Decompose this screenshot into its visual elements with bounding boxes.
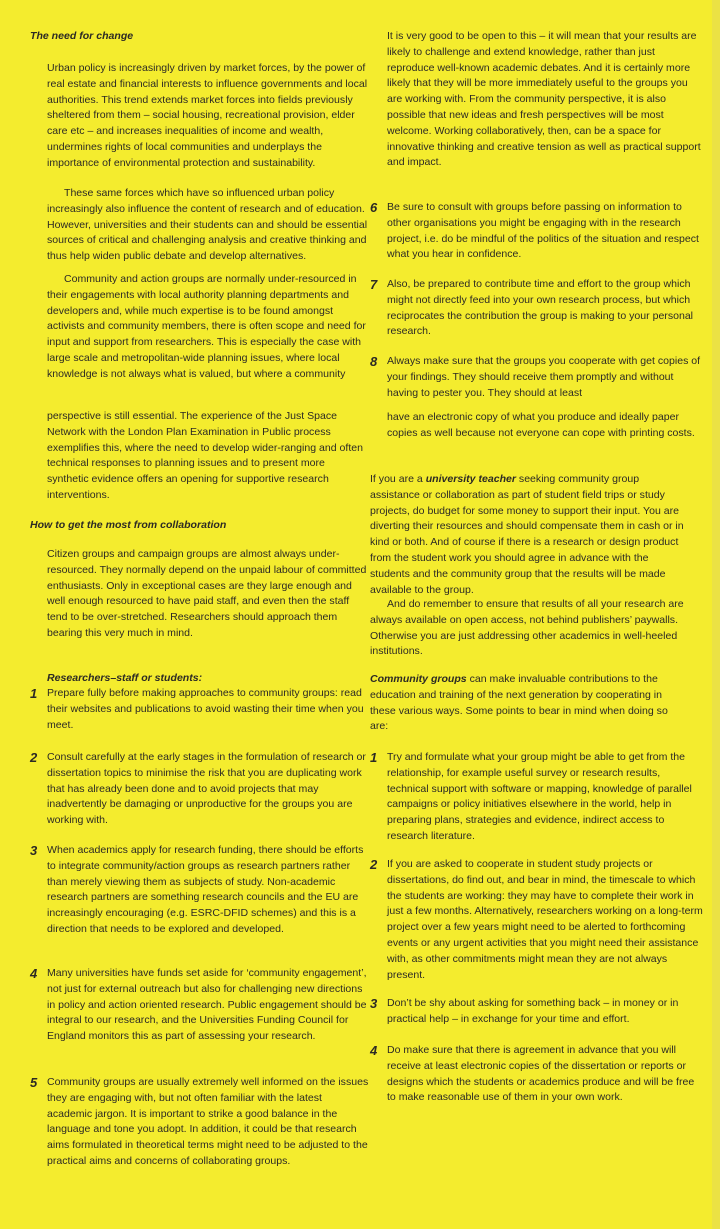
point-number: 7 — [370, 277, 378, 292]
need-paragraph-2: These same forces which have so influenced urban policy increasingly also influence the content of research and of education. However, universities and their students can and should be essential sources of critical and challenging analysis and creative thinking and thus help widen public debate and develop alternatives. — [47, 187, 368, 263]
point-text: Prepare fully before making approaches to community groups: read their websites and publications to avoid wasting their time when you meet. — [47, 687, 364, 731]
point-text: If you are asked to cooperate in student study projects or dissertations, do find out, and bear in mind, the timescale to which the students are working: they may have to complete their work in just a few months. Alternatively, researchers working on a long-term project over a few years might need to be alerted to forthcoming events or any urgent activities that you might need their assistance with, as other commitments might mean they are not always present. — [387, 858, 703, 981]
researcher-point-4 — [30, 966, 369, 1045]
researcher-point-1 — [30, 686, 369, 733]
collaboration-heading: How to get the most from collaboration — [30, 519, 227, 531]
community-point-1 — [370, 750, 703, 845]
point-text: Consult carefully at the early stages in the formulation of research or dissertation topics to minimise the risk that you are duplicating work that has already been done and to avoid projects that may inadvertently be damaging or unproductive for the groups you are working with. — [47, 751, 366, 827]
researcher-point-3 — [30, 843, 369, 938]
university-teacher-paragraph — [370, 472, 686, 598]
community-point-4 — [370, 1043, 703, 1106]
researcher-point-6 — [370, 200, 703, 263]
open-access-paragraph: And do remember to ensure that results of all your research are always available on open access, not behind publishers’ paywalls. Otherwise you are just addressing other academics in well-heeled institutions. — [370, 598, 684, 658]
teacher-lead: If you are a — [370, 473, 426, 485]
point-5-continued: It is very good to be open to this – it will mean that your results are likely to challenge and extend knowledge, rather than just reproduce well-known academic debates. And it is certainly more likely that they will be more immediately useful to the groups you are working with. From the community perspective, it is also possible that new ideas and fresh perspectives will be most welcome. Working collaboratively, then, can be a space for innovative thinking and creative tension as well as practical support and impact. — [387, 30, 701, 169]
community-groups-paragraph — [370, 672, 686, 735]
community-point-3 — [370, 996, 703, 1028]
need-paragraph-3-continued: perspective is still essential. The experience of the Just Space Network with the London Plan Examination in Public process exemplifies this, where the need to develop wider-ranging and often technical responses to planning issues and to present more synthetic evidence offers an opening for supportive research interventions. — [47, 410, 364, 501]
researchers-heading: Researchers–staff or students: — [47, 672, 203, 684]
point-text: Do make sure that there is agreement in advance that you will receive at least electronic copies of the dissertation or reports or designs which the students or academics produce and will be free to make reasonable use of them in your own work. — [387, 1044, 695, 1104]
need-paragraph-1: Urban policy is increasingly driven by market forces, by the power of real estate and financial interests to influence governments and local authorities. This trend extends market forces into fields previously sheltered from them – social housing, recreational provision, elder care etc – and increases inequalities of income and wealth, undermines rights of local communities and underplays the importance of environmental protection and sustainability. — [47, 62, 368, 169]
page-edge — [712, 0, 720, 1229]
researcher-point-7 — [370, 277, 703, 340]
point-text: Be sure to consult with groups before passing on information to other organisations you might be engaging with in the research project, i.e. do be mindful of the politics of the situation and respect what you hear in confidence. — [387, 201, 699, 261]
point-text: When academics apply for research funding, there should be efforts to integrate community/action groups as research partners rather than merely viewing them as subjects of study. Non-academic research partners are something research councils and the EU are increasingly encouraging (e.g. ESRC-DFID schemes) and this is a direction that needs to be explored and developed. — [47, 844, 364, 935]
point-number: 3 — [370, 996, 378, 1011]
point-number: 2 — [370, 857, 378, 872]
point-text: Don’t be shy about asking for something back – in money or in practical help – in exchange for your time and effort. — [387, 997, 679, 1025]
collaboration-paragraph: Citizen groups and campaign groups are almost always under-resourced. They normally depend on the unpaid labour of committed enthusiasts. Only in exceptional cases are they large enough and well enough resourced to have paid staff, and even then the staff tend to be over-stretched. Researchers should approach them bearing this very much in mind. — [47, 548, 367, 639]
point-text: Always make sure that the groups you cooperate with get copies of your findings. They should receive them promptly and without having to pester you. They should at least — [387, 355, 701, 399]
point-8-continued: have an electronic copy of what you produce and ideally paper copies as well because not everyone can cope with printing costs. — [387, 411, 695, 439]
university-teacher-highlight: university teacher — [425, 473, 516, 485]
point-number: 4 — [370, 1043, 378, 1058]
researcher-point-5 — [30, 1075, 369, 1170]
point-number: 2 — [30, 750, 38, 765]
point-number: 1 — [30, 686, 38, 701]
point-text: Community groups are usually extremely well informed on the issues they are engaging with, but not often familiar with the latest academic jargon. It is important to strike a good balance in the language and tone you adopt. In addition, it could be that research aims formulated in theoretical terms might need to be adjusted to the practical aims and concerns of collaborating groups. — [47, 1076, 369, 1167]
community-rest: can make invaluable contributions to the education and training of the next generation by cooperating in these various ways. Some points to bear in mind when doing so are: — [370, 673, 668, 733]
need-for-change-heading: The need for change — [30, 30, 134, 42]
need-paragraph-3: Community and action groups are normally under-resourced in their engagements with local authority planning departments and developers and, while much expertise is to be found amongst activists and community members, there is often scope and need for input and support from researchers. This is especially the case with large scale and metropolitan-wide planning issues, where local knowledge is not always what is valued, but where a community — [47, 273, 366, 380]
point-text: Try and formulate what your group might be able to get from the relationship, for example useful survey or research results, technical support with software or mapping, knowledge of parallel campaigns or policy initiatives elsewhere in the world, help in preparing plans, strategies and evidence, indirect access to research literature. — [387, 751, 692, 842]
community-groups-highlight: Community groups — [370, 673, 467, 685]
point-text: Many universities have funds set aside for ‘community engagement’, not just for external outreach but also for challenging new directions in policy and action oriented research. Public engagement should be integral to our research, and the Universities Funding Council for England monitors this as part of assessing your research. — [47, 967, 367, 1043]
point-text: Also, be prepared to contribute time and effort to the group which might not directly feed into your own research process, but which reciprocates the contribution the group is making to your personal research. — [387, 278, 694, 338]
researcher-point-2 — [30, 750, 369, 829]
point-number: 8 — [370, 354, 378, 369]
researcher-point-8 — [370, 354, 703, 401]
point-number: 6 — [370, 200, 378, 215]
point-number: 1 — [370, 750, 378, 765]
teacher-rest: seeking community group assistance or collaboration as part of student field trips or study projects, do budget for some money to support their input. You are diverting their resources and should compensate them in cash or in kind or both. And of course if there is a research or design product from the student work you should agree in advance with the students and the community group that the results will be made available to the group. — [370, 473, 684, 596]
community-point-2 — [370, 857, 703, 983]
point-number: 5 — [30, 1075, 38, 1090]
point-number: 4 — [30, 966, 38, 981]
point-number: 3 — [30, 843, 38, 858]
